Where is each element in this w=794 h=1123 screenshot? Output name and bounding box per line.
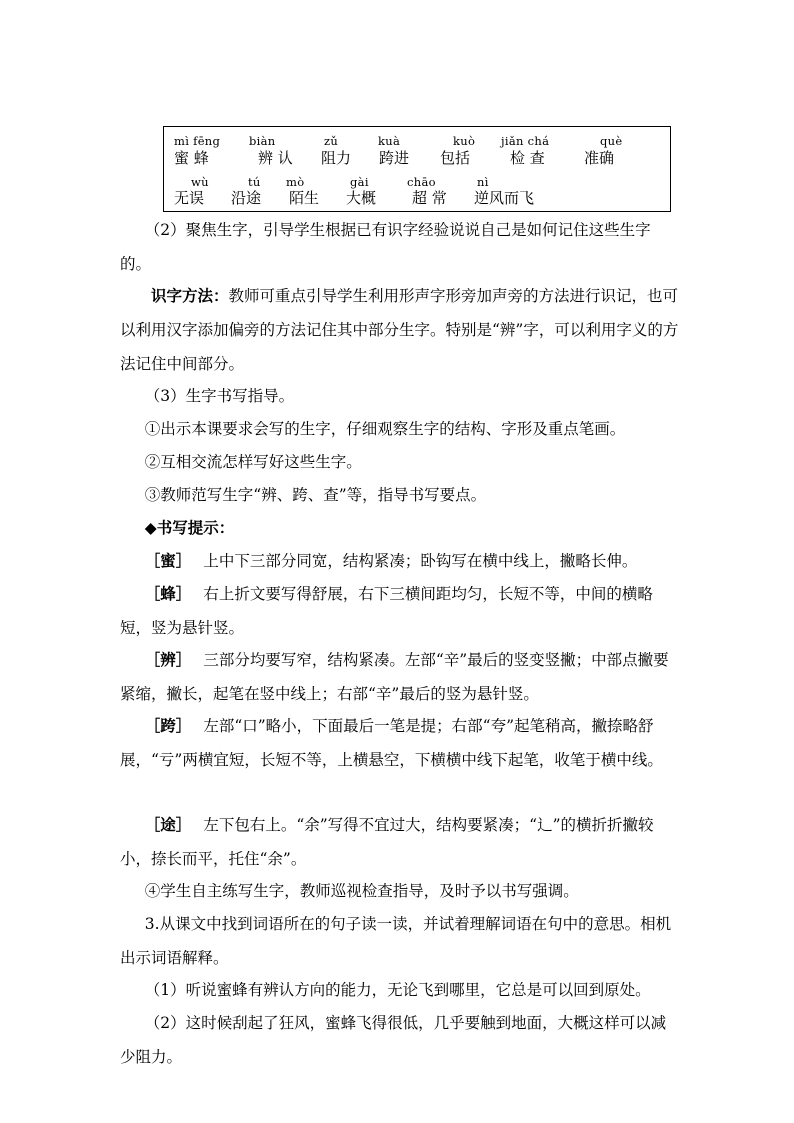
word-baokuo: 包括 xyxy=(440,149,471,167)
pinyin-chao: chāo xyxy=(407,175,436,189)
writing-tips-title: ◆书写提示： xyxy=(144,518,235,537)
tip-text: 上中下三部分同宽，结构紧凑；卧钩写在横中线上，撇略长伸。 xyxy=(203,552,638,570)
paragraph-example-1: （1）听说蜜蜂有辨认方向的能力，无论飞到哪里，它总是可以回到原处。 xyxy=(144,981,651,999)
paragraph-section-3: 3.从课文中找到词语所在的句子读一读，并试着理解词语在句中的意思。相机出示词语解释。 xyxy=(120,915,672,967)
tip-kua xyxy=(120,709,680,777)
word-kuajin: 跨进 xyxy=(379,149,410,167)
word-bianren: 辨 认 xyxy=(258,149,293,167)
word-wuwu: 无误 xyxy=(174,189,205,207)
vocabulary-box xyxy=(163,126,671,212)
tip-mi xyxy=(120,544,680,578)
tip-char: ［蜂］ xyxy=(144,584,192,603)
tip-text: 左下包右上。“余”写得不宜过大，结构要紧凑；“辶”的横折折撇较小，捺长而平，托住“余”。 xyxy=(120,816,654,868)
pinyin-zu: zǔ xyxy=(324,134,339,148)
paragraph-step-2: ②互相交流怎样写好这些生字。 xyxy=(144,453,362,471)
paragraph-focus-characters: （2）聚焦生字，引导学生根据已有识字经验说说自己是如何记住这些生字的。 xyxy=(120,221,651,273)
word-nifengerfei: 逆风而飞 xyxy=(474,189,535,207)
paragraph-example-2: （2）这时候刮起了狂风，蜜蜂飞得很低，几乎要触到地面，大概这样可以减少阻力。 xyxy=(120,1014,667,1066)
pinyin-mifeng: mì fēng xyxy=(174,134,221,148)
word-zuli: 阻力 xyxy=(321,149,352,167)
literacy-method-text: 教师可重点引导学生利用形声字形旁加声旁的方法进行识记，也可以利用汉字添加偏旁的方法记住其中部分生字。特别是“辨”字，可以利用字义的方法记住中间部分。 xyxy=(120,287,679,373)
word-mifeng: 蜜 蜂 xyxy=(174,149,209,167)
tip-char: ［蜜］ xyxy=(144,551,192,570)
tip-char: ［途］ xyxy=(144,815,192,834)
tip-tu xyxy=(120,808,680,876)
paragraph-step-3: ③教师范写生字“辨、跨、查”等，指导书写要点。 xyxy=(144,486,487,504)
pinyin-wu: wù xyxy=(191,175,209,189)
word-dagai: 大概 xyxy=(346,189,377,207)
tip-feng xyxy=(120,577,680,645)
tip-char: ［辨］ xyxy=(144,650,192,669)
pinyin-tu: tú xyxy=(248,175,261,189)
paragraph-literacy-method xyxy=(120,279,680,381)
word-zhunque: 准确 xyxy=(584,149,615,167)
word-jiancha: 检 查 xyxy=(510,149,545,167)
pinyin-bian: biàn xyxy=(249,134,276,148)
paragraph-step-1: ①出示本课要求会写的生字，仔细观察生字的结构、字形及重点笔画。 xyxy=(144,420,626,438)
word-yantu: 沿途 xyxy=(231,189,262,207)
pinyin-jiancha: jiǎn chá xyxy=(501,134,550,148)
word-chaochang: 超 常 xyxy=(412,189,447,207)
pinyin-que: què xyxy=(600,134,623,148)
tip-char: ［跨］ xyxy=(144,716,192,735)
tip-bian xyxy=(120,643,680,711)
literacy-method-label: 识字方法： xyxy=(151,286,229,305)
pinyin-mo: mò xyxy=(286,175,305,189)
word-mosheng: 陌生 xyxy=(289,189,320,207)
pinyin-ni: nì xyxy=(477,175,489,189)
tip-text: 左部“口”略小，下面最后一笔是提；右部“夸”起笔稍高，撇捺略舒展，“亏”两横宜短，长短不等，上横悬空，下横横中线下起笔，收笔于横中线。 xyxy=(120,717,663,769)
pinyin-kuo: kuò xyxy=(453,134,476,148)
paragraph-writing-guide: （3）生字书写指导。 xyxy=(144,387,295,405)
tip-text: 三部分均要写窄，结构紧凑。左部“辛”最后的竖变竖撇；中部点撇要紧缩，撇长，起笔在竖中线上；右部“辛”最后的竖为悬针竖。 xyxy=(120,651,669,703)
paragraph-step-4: ④学生自主练写生字，教师巡视检查指导，及时予以书写强调。 xyxy=(144,882,579,900)
tip-text: 右上折文要写得舒展，右下三横间距均匀，长短不等，中间的横略短，竖为悬针竖。 xyxy=(120,585,653,637)
pinyin-gai: gài xyxy=(350,175,369,189)
pinyin-kua: kuà xyxy=(378,134,401,148)
